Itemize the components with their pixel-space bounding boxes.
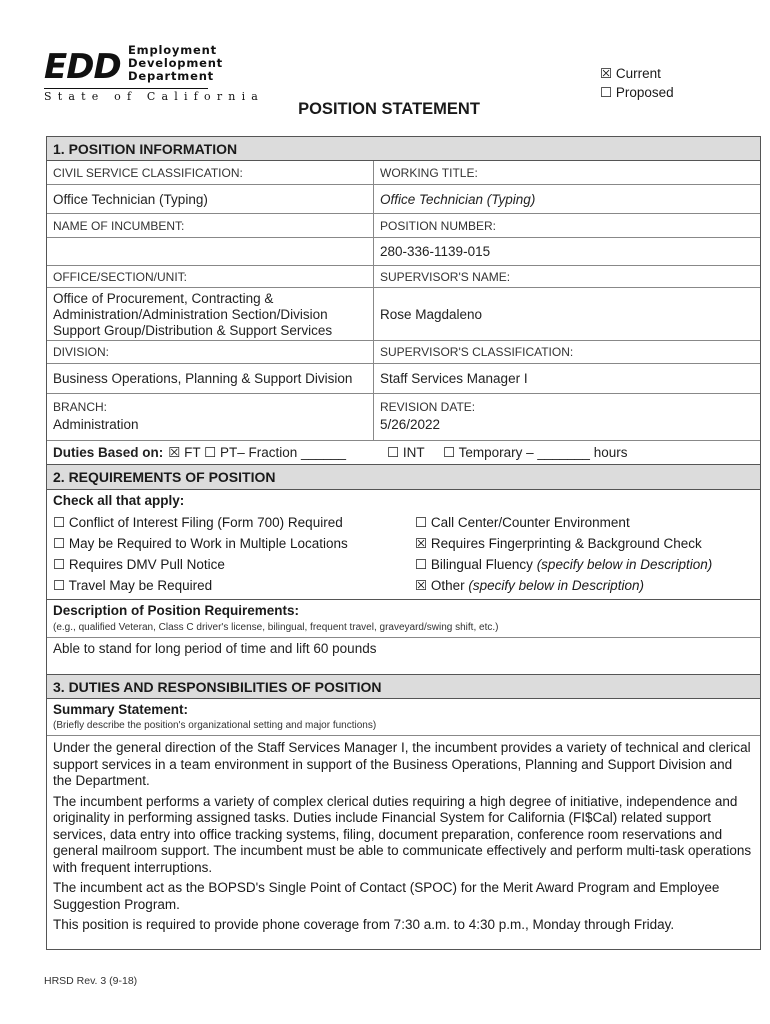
position-number-field[interactable]: 280-336-1139-015 xyxy=(373,238,760,265)
other-hint: (specify below in Description) xyxy=(468,578,644,593)
section-2-heading: 2. REQUIREMENTS OF POSITION xyxy=(47,465,760,490)
bilingual-hint: (specify below in Description) xyxy=(536,557,713,572)
requirement-travel[interactable]: ☐ Travel May be Required xyxy=(53,578,213,593)
civil-service-label: CIVIL SERVICE CLASSIFICATION: xyxy=(53,165,243,180)
incumbent-field[interactable] xyxy=(47,238,373,265)
logo-line-3: Department xyxy=(128,69,214,83)
status-current[interactable]: ☒ Current xyxy=(600,66,661,81)
duties-int-option[interactable]: ☐ INT xyxy=(387,444,425,460)
incumbent-label: NAME OF INCUMBENT: xyxy=(53,218,185,233)
check-all-label: Check all that apply: xyxy=(53,493,185,508)
logo-state: State of California xyxy=(44,90,265,103)
row-labels-division xyxy=(47,341,760,364)
summary-label: Summary Statement: xyxy=(53,702,189,717)
row-labels-office xyxy=(47,266,760,288)
revision-label: REVISION DATE: xyxy=(380,400,476,414)
description-field[interactable]: Able to stand for long period of time and lift 60 pounds xyxy=(53,641,377,656)
requirements-description-header xyxy=(47,600,760,638)
civil-service-field[interactable]: Office Technician (Typing) xyxy=(53,191,208,207)
row-branch xyxy=(47,394,760,441)
duties-basis-label: Duties Based on: xyxy=(53,445,164,460)
requirements-left-list xyxy=(53,512,348,596)
summary-paragraph-3: The incumbent act as the BOPSD's Single Point of Contact (SPOC) for the Merit Award Program and Employee Suggestion Program. xyxy=(53,880,720,912)
office-label: OFFICE/SECTION/UNIT: xyxy=(53,269,188,284)
page-title: POSITION STATEMENT xyxy=(298,100,480,118)
edd-logo-mark: EDD xyxy=(44,47,121,87)
bilingual-label: ☐ Bilingual Fluency xyxy=(415,557,533,572)
requirement-dmv-pull-notice[interactable]: ☐ Requires DMV Pull Notice xyxy=(53,557,225,572)
description-label: Description of Position Requirements: xyxy=(53,603,300,618)
requirement-other[interactable] xyxy=(415,575,712,596)
form-revision-id: HRSD Rev. 3 (9-18) xyxy=(44,975,138,987)
working-title-label: WORKING TITLE: xyxy=(373,161,760,184)
requirement-conflict-of-interest[interactable]: ☐ Conflict of Interest Filing (Form 700) Required xyxy=(53,515,343,530)
revision-field[interactable]: 5/26/2022 xyxy=(380,417,441,432)
office-line-1: Office of Procurement, Contracting & xyxy=(53,291,274,306)
supervisor-label: SUPERVISOR'S NAME: xyxy=(373,266,760,287)
revision-cell xyxy=(373,394,760,440)
supervisor-field[interactable]: Rose Magdaleno xyxy=(373,288,760,340)
office-field[interactable] xyxy=(47,288,373,340)
section-1-heading: 1. POSITION INFORMATION xyxy=(47,137,760,161)
duties-temporary-option[interactable]: ☐ Temporary – _______ hours xyxy=(443,444,628,460)
summary-paragraph-4: This position is required to provide phone coverage from 7:30 a.m. to 4:30 p.m., Monday through Friday. xyxy=(53,917,675,932)
summary-paragraph-2: The incumbent performs a variety of complex clerical duties requiring a high degree of initiative, independence and originality in performing assigned tasks. Duties include Financial System for California (FI$Cal) related support services, data entry into office tracking systems, filing, document preparation, conference room reservations and general mailroom support. The incumbent must be able to communicate effectively and perform multi-task operations with frequent interruptions. xyxy=(53,793,752,875)
row-values-division xyxy=(47,364,760,394)
branch-field[interactable]: Administration xyxy=(53,417,139,432)
branch-label: BRANCH: xyxy=(53,400,108,414)
requirement-bilingual[interactable] xyxy=(415,554,712,575)
requirement-call-center[interactable]: ☐ Call Center/Counter Environment xyxy=(415,515,630,530)
logo-line-2: Development xyxy=(128,56,223,70)
requirements-checklist xyxy=(47,490,760,600)
position-number-label: POSITION NUMBER: xyxy=(373,214,760,237)
edd-logo xyxy=(44,43,265,104)
summary-paragraph-1: Under the general direction of the Staff Services Manager I, the incumbent provides a variety of technical and clerical support services in a team environment in support of the Business Operations, Planning and Support Division and the Department. xyxy=(53,740,751,788)
office-line-2: Administration/Administration Section/Division xyxy=(53,307,328,322)
position-statement-form xyxy=(46,136,761,950)
office-line-3: Support Group/Distribution & Support Services xyxy=(53,323,333,338)
division-label: DIVISION: xyxy=(53,345,110,359)
requirements-right-list xyxy=(415,512,712,596)
row-values-classification xyxy=(47,185,760,214)
row-values-office xyxy=(47,288,760,341)
logo-line-1: Employment xyxy=(128,43,217,57)
status-proposed[interactable]: ☐ Proposed xyxy=(600,85,674,100)
division-field[interactable]: Business Operations, Planning & Support Division xyxy=(53,371,353,386)
requirement-fingerprinting[interactable]: ☒ Requires Fingerprinting & Background Check xyxy=(415,536,702,551)
working-title-field[interactable]: Office Technician (Typing) xyxy=(373,185,760,213)
supervisor-class-field[interactable]: Staff Services Manager I xyxy=(373,364,760,393)
supervisor-class-label: SUPERVISOR'S CLASSIFICATION: xyxy=(373,341,760,363)
edd-logo-words xyxy=(128,44,223,83)
row-labels-incumbent xyxy=(47,214,760,238)
other-label: ☒ Other xyxy=(415,578,465,593)
summary-hint: (Briefly describe the position's organizational setting and major functions) xyxy=(53,720,377,731)
branch-cell xyxy=(47,394,373,440)
row-values-incumbent xyxy=(47,238,760,266)
summary-statement-field[interactable] xyxy=(53,740,754,938)
description-hint: (e.g., qualified Veteran, Class C driver's license, bilingual, frequent travel, graveyard/swing shift, etc.) xyxy=(53,622,499,633)
summary-header xyxy=(47,699,760,736)
statement-status xyxy=(600,64,674,102)
duties-basis xyxy=(47,441,760,464)
requirement-multiple-locations[interactable]: ☐ May be Required to Work in Multiple Locations xyxy=(53,536,348,551)
section-3-heading: 3. DUTIES AND RESPONSIBILITIES OF POSITION xyxy=(47,675,760,699)
row-labels-classification xyxy=(47,161,760,185)
row-duties-basis xyxy=(47,441,760,465)
logo-divider xyxy=(44,88,208,89)
duties-basis-options[interactable]: ☒ FT ☐ PT– Fraction ______ xyxy=(168,444,347,460)
requirements-description-body xyxy=(47,638,760,675)
